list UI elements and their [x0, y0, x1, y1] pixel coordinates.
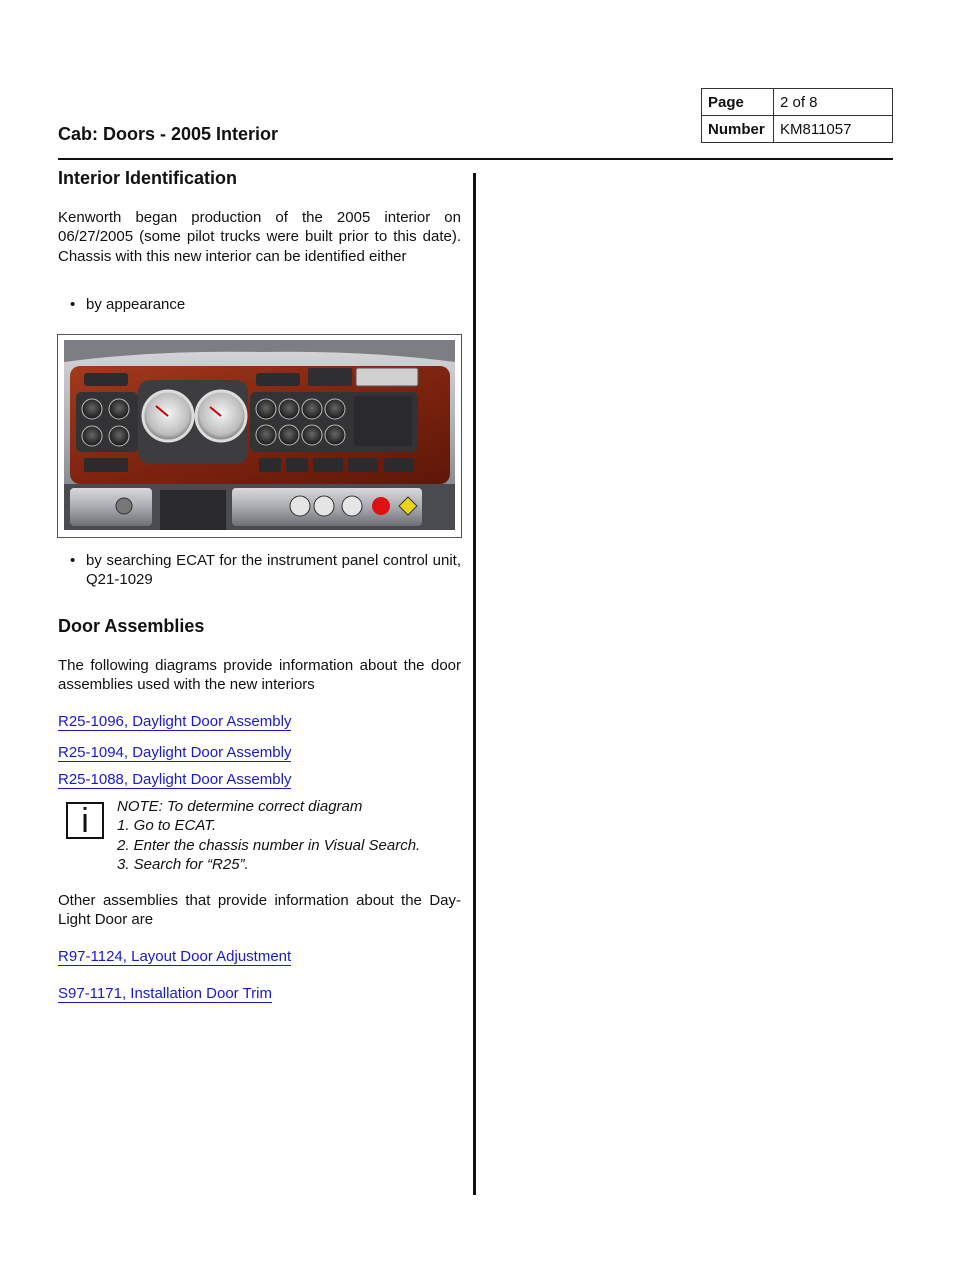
number-row [702, 116, 893, 143]
gauge-right-7 [302, 425, 322, 445]
document-info-table [701, 88, 893, 143]
bullet-dot: • [70, 296, 76, 313]
page-value: 2 of 8 [774, 89, 893, 116]
note-line: 1. Go to ECAT. [117, 817, 217, 835]
message-display [354, 396, 412, 446]
gauge-left-3 [82, 426, 102, 446]
left-vent [84, 373, 128, 386]
lower-left-panel [70, 488, 152, 526]
link-r25-1096[interactable]: R25-1096, Daylight Door Assembly [58, 713, 292, 730]
gauge-left-1 [82, 399, 102, 419]
gauge-left-2 [109, 399, 129, 419]
section-heading-interior-identification: Interior Identification [58, 168, 238, 188]
top-switch-group [308, 368, 352, 386]
header-divider [58, 158, 893, 160]
dashboard-figure [57, 334, 462, 538]
info-icon: i [66, 802, 104, 839]
gauge-right-4 [325, 399, 345, 419]
gauge-right-8 [325, 425, 345, 445]
section-heading-door-assemblies: Door Assemblies [58, 616, 205, 636]
note-line: NOTE: To determine correct diagram [117, 798, 363, 815]
gauge-right-6 [279, 425, 299, 445]
page-label: Page [702, 89, 774, 116]
link-s97-1171[interactable]: S97-1171, Installation Door Trim [58, 985, 272, 1002]
note-line: 2. Enter the chassis number in Visual Search. [117, 836, 421, 854]
bullet-appearance [70, 295, 461, 314]
hvac-knob-2 [314, 496, 334, 516]
note-line: 3. Search for “R25”. [117, 855, 249, 873]
gauge-left-4 [109, 426, 129, 446]
number-label: Number [702, 116, 774, 143]
gauge-right-3 [302, 399, 322, 419]
radio-unit [356, 368, 418, 386]
note-block [117, 797, 420, 874]
door-assemblies-paragraph: The following diagrams provide information about the door assemblies used with the new interiors [58, 657, 461, 694]
page-row [702, 89, 893, 116]
link-r97-1124[interactable]: R97-1124, Layout Door Adjustment [58, 948, 292, 965]
document-title: Cab: Doors - 2005 Interior [58, 124, 279, 144]
gauge-right-5 [256, 425, 276, 445]
parking-brake-knob [372, 497, 390, 515]
number-value: KM811057 [774, 116, 893, 143]
bullet-dot: • [70, 552, 76, 569]
bullet-text: by appearance [86, 296, 186, 313]
column-divider [473, 173, 476, 1195]
dashboard-illustration [64, 340, 455, 530]
hvac-knob-1 [290, 496, 310, 516]
right-vent [256, 373, 300, 386]
bullet-ecat-search [70, 551, 461, 590]
link-r25-1094[interactable]: R25-1094, Daylight Door Assembly [58, 744, 292, 761]
hvac-knob-3 [342, 496, 362, 516]
link-r25-1088[interactable]: R25-1088, Daylight Door Assembly [58, 771, 292, 788]
other-assemblies-paragraph: Other assemblies that provide information about the Day-Light Door are [58, 892, 461, 929]
gauge-right-2 [279, 399, 299, 419]
bullet-text: by searching ECAT for the instrument panel control unit, Q21-1029 [86, 552, 461, 589]
intro-paragraph: Kenworth began production of the 2005 interior on 06/27/2005 (some pilot trucks were built prior to this date). Chassis with this new interior can be identified either [58, 209, 461, 265]
gauge-right-1 [256, 399, 276, 419]
ignition-knob [116, 498, 132, 514]
lower-center-pocket [160, 490, 226, 530]
